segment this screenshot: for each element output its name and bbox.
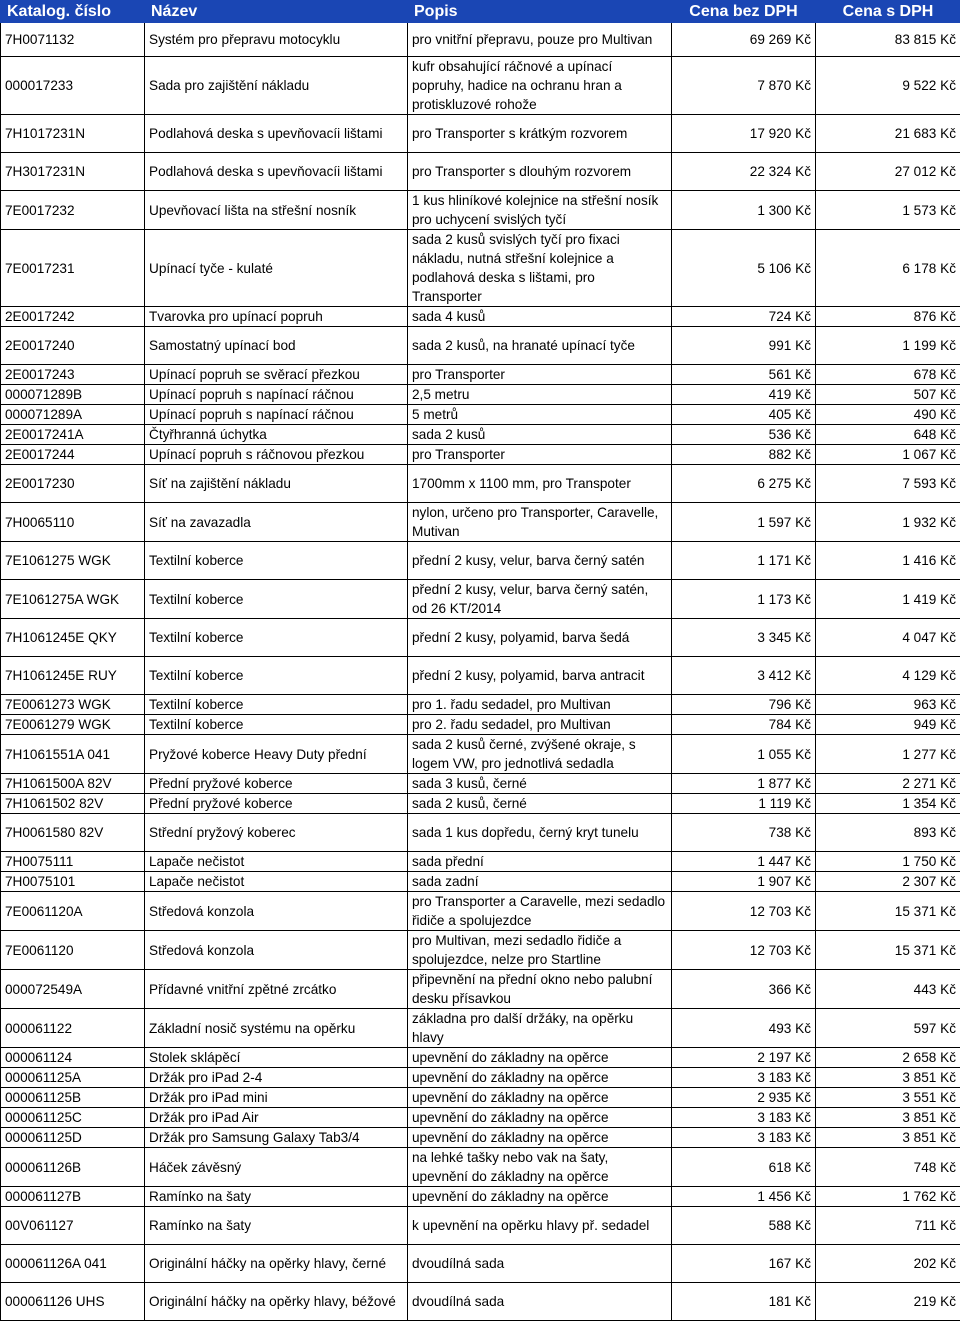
table-row — [1, 1068, 960, 1088]
table-row — [1, 1187, 960, 1207]
header-description: Popis — [408, 1, 672, 23]
cell-name: Upínací popruh se svěrací přezkou — [145, 365, 408, 385]
cell-catalog-number: 000071289B — [1, 385, 145, 405]
cell-catalog-number: 000071289A — [1, 405, 145, 425]
cell-catalog-number: 2E0017242 — [1, 307, 145, 327]
cell-name: Základní nosič systému na opěrku — [145, 1009, 408, 1048]
cell-name: Upínací popruh s napínací ráčnou — [145, 405, 408, 425]
cell-description: pro Transporter — [408, 365, 672, 385]
cell-description: upevnění do základny na opěrce — [408, 1088, 672, 1108]
cell-name: Držák pro iPad mini — [145, 1088, 408, 1108]
cell-price-excl-vat: 1 877 Kč — [672, 774, 816, 794]
table-row — [1, 580, 960, 619]
cell-catalog-number: 7H3017231N — [1, 153, 145, 191]
table-body — [1, 23, 960, 1321]
cell-catalog-number: 7H1061245E QKY — [1, 619, 145, 657]
cell-price-excl-vat: 561 Kč — [672, 365, 816, 385]
cell-description: 1700mm x 1100 mm, pro Transpoter — [408, 465, 672, 503]
cell-description: 5 metrů — [408, 405, 672, 425]
cell-catalog-number: 00V061127 — [1, 1207, 145, 1245]
cell-price-excl-vat: 167 Kč — [672, 1245, 816, 1283]
cell-price-incl-vat: 1 354 Kč — [816, 794, 960, 814]
table-row — [1, 695, 960, 715]
cell-price-incl-vat: 3 551 Kč — [816, 1088, 960, 1108]
cell-description: upevnění do základny na opěrce — [408, 1187, 672, 1207]
cell-price-excl-vat: 3 183 Kč — [672, 1128, 816, 1148]
cell-name: Přední pryžové koberce — [145, 794, 408, 814]
cell-price-incl-vat: 202 Kč — [816, 1245, 960, 1283]
cell-price-excl-vat: 882 Kč — [672, 445, 816, 465]
table-row — [1, 1245, 960, 1283]
cell-price-excl-vat: 5 106 Kč — [672, 230, 816, 307]
cell-price-excl-vat: 405 Kč — [672, 405, 816, 425]
cell-description: 2,5 metru — [408, 385, 672, 405]
table-row — [1, 931, 960, 970]
cell-description: pro Transporter — [408, 445, 672, 465]
cell-price-excl-vat: 991 Kč — [672, 327, 816, 365]
table-row — [1, 970, 960, 1009]
cell-price-excl-vat: 12 703 Kč — [672, 931, 816, 970]
cell-price-incl-vat: 83 815 Kč — [816, 23, 960, 57]
cell-catalog-number: 000061127B — [1, 1187, 145, 1207]
cell-price-incl-vat: 9 522 Kč — [816, 57, 960, 115]
cell-name: Háček závěsný — [145, 1148, 408, 1187]
cell-catalog-number: 7H1061245E RUY — [1, 657, 145, 695]
table-row — [1, 1108, 960, 1128]
cell-price-incl-vat: 7 593 Kč — [816, 465, 960, 503]
cell-description: upevnění do základny na opěrce — [408, 1108, 672, 1128]
cell-name: Samostatný upínací bod — [145, 327, 408, 365]
cell-price-excl-vat: 1 055 Kč — [672, 735, 816, 774]
cell-price-excl-vat: 724 Kč — [672, 307, 816, 327]
cell-price-incl-vat: 597 Kč — [816, 1009, 960, 1048]
cell-catalog-number: 2E0017244 — [1, 445, 145, 465]
cell-price-incl-vat: 748 Kč — [816, 1148, 960, 1187]
cell-catalog-number: 7H1017231N — [1, 115, 145, 153]
table-row — [1, 153, 960, 191]
table-row — [1, 1048, 960, 1068]
cell-price-excl-vat: 2 935 Kč — [672, 1088, 816, 1108]
cell-catalog-number: 7H1061500A 82V — [1, 774, 145, 794]
cell-name: Textilní koberce — [145, 542, 408, 580]
cell-catalog-number: 000061126B — [1, 1148, 145, 1187]
cell-catalog-number: 7H0075111 — [1, 852, 145, 872]
cell-name: Držák pro iPad Air — [145, 1108, 408, 1128]
cell-price-incl-vat: 219 Kč — [816, 1283, 960, 1321]
cell-catalog-number: 7H1061551A 041 — [1, 735, 145, 774]
cell-description: upevnění do základny na opěrce — [408, 1128, 672, 1148]
cell-catalog-number: 000061125B — [1, 1088, 145, 1108]
cell-description: pro Multivan, mezi sedadlo řidiče a spolujezdce, nelze pro Startline — [408, 931, 672, 970]
table-row — [1, 307, 960, 327]
cell-price-incl-vat: 4 047 Kč — [816, 619, 960, 657]
cell-description: pro 2. řadu sedadel, pro Multivan — [408, 715, 672, 735]
cell-price-incl-vat: 2 658 Kč — [816, 1048, 960, 1068]
table-row — [1, 1088, 960, 1108]
cell-description: sada přední — [408, 852, 672, 872]
table-row — [1, 542, 960, 580]
cell-price-incl-vat: 443 Kč — [816, 970, 960, 1009]
cell-description: dvoudílná sada — [408, 1283, 672, 1321]
cell-name: Síť na zajištění nákladu — [145, 465, 408, 503]
cell-name: Tvarovka pro upínací popruh — [145, 307, 408, 327]
cell-price-excl-vat: 493 Kč — [672, 1009, 816, 1048]
cell-price-excl-vat: 3 345 Kč — [672, 619, 816, 657]
cell-name: Textilní koberce — [145, 715, 408, 735]
cell-price-incl-vat: 678 Kč — [816, 365, 960, 385]
cell-description: pro vnitřní přepravu, pouze pro Multivan — [408, 23, 672, 57]
cell-description: na lehké tašky nebo vak na šaty, upevnění do základny na opěrce — [408, 1148, 672, 1187]
cell-description: kufr obsahující ráčnové a upínací popruhy, hadice na ochranu hran a protiskluzové rohože — [408, 57, 672, 115]
cell-price-excl-vat: 2 197 Kč — [672, 1048, 816, 1068]
cell-price-excl-vat: 6 275 Kč — [672, 465, 816, 503]
table-row — [1, 503, 960, 542]
cell-description: sada 4 kusů — [408, 307, 672, 327]
cell-description: sada 1 kus dopředu, černý kryt tunelu — [408, 814, 672, 852]
cell-price-incl-vat: 3 851 Kč — [816, 1108, 960, 1128]
header-price-incl-vat: Cena s DPH — [816, 1, 960, 23]
cell-price-excl-vat: 796 Kč — [672, 695, 816, 715]
cell-description: dvoudílná sada — [408, 1245, 672, 1283]
table-row — [1, 23, 960, 57]
cell-price-incl-vat: 1 199 Kč — [816, 327, 960, 365]
cell-name: Textilní koberce — [145, 657, 408, 695]
cell-name: Originální háčky na opěrky hlavy, černé — [145, 1245, 408, 1283]
cell-catalog-number: 2E0017243 — [1, 365, 145, 385]
cell-description: sada zadní — [408, 872, 672, 892]
table-row — [1, 619, 960, 657]
table-row — [1, 1009, 960, 1048]
cell-description: pro Transporter s dlouhým rozvorem — [408, 153, 672, 191]
cell-catalog-number: 7H0075101 — [1, 872, 145, 892]
cell-catalog-number: 000061125A — [1, 1068, 145, 1088]
cell-price-incl-vat: 1 067 Kč — [816, 445, 960, 465]
cell-description: sada 2 kusů, na hranaté upínací tyče — [408, 327, 672, 365]
cell-price-incl-vat: 1 750 Kč — [816, 852, 960, 872]
cell-catalog-number: 000061125D — [1, 1128, 145, 1148]
cell-name: Pryžové koberce Heavy Duty přední — [145, 735, 408, 774]
cell-price-excl-vat: 536 Kč — [672, 425, 816, 445]
cell-price-excl-vat: 738 Kč — [672, 814, 816, 852]
cell-price-excl-vat: 22 324 Kč — [672, 153, 816, 191]
cell-price-incl-vat: 1 573 Kč — [816, 191, 960, 230]
cell-catalog-number: 000061125C — [1, 1108, 145, 1128]
cell-catalog-number: 000017233 — [1, 57, 145, 115]
cell-description: k upevnění na opěrku hlavy př. sedadel — [408, 1207, 672, 1245]
cell-price-incl-vat: 963 Kč — [816, 695, 960, 715]
cell-name: Držák pro Samsung Galaxy Tab3/4 — [145, 1128, 408, 1148]
cell-price-incl-vat: 893 Kč — [816, 814, 960, 852]
cell-catalog-number: 2E0017230 — [1, 465, 145, 503]
cell-price-excl-vat: 618 Kč — [672, 1148, 816, 1187]
cell-price-incl-vat: 1 416 Kč — [816, 542, 960, 580]
cell-price-excl-vat: 1 447 Kč — [672, 852, 816, 872]
cell-catalog-number: 7E0017232 — [1, 191, 145, 230]
cell-name: Držák pro iPad 2-4 — [145, 1068, 408, 1088]
table-row — [1, 327, 960, 365]
cell-description: 1 kus hliníkové kolejnice na střešní nosík pro uchycení svislých tyčí — [408, 191, 672, 230]
table-row — [1, 1283, 960, 1321]
cell-price-excl-vat: 1 597 Kč — [672, 503, 816, 542]
cell-catalog-number: 2E0017240 — [1, 327, 145, 365]
table-row — [1, 1207, 960, 1245]
cell-name: Upínací popruh s ráčnovou přezkou — [145, 445, 408, 465]
cell-description: sada 2 kusů černé, zvýšené okraje, s logem VW, pro jednotlivá sedadla — [408, 735, 672, 774]
cell-description: upevnění do základny na opěrce — [408, 1068, 672, 1088]
cell-catalog-number: 000061126 UHS — [1, 1283, 145, 1321]
cell-catalog-number: 7H0065110 — [1, 503, 145, 542]
cell-price-incl-vat: 3 851 Kč — [816, 1128, 960, 1148]
table-row — [1, 1148, 960, 1187]
cell-description: základna pro další držáky, na opěrku hlavy — [408, 1009, 672, 1048]
cell-price-excl-vat: 1 173 Kč — [672, 580, 816, 619]
cell-price-incl-vat: 4 129 Kč — [816, 657, 960, 695]
cell-name: Textilní koberce — [145, 619, 408, 657]
table-row — [1, 872, 960, 892]
cell-price-excl-vat: 1 456 Kč — [672, 1187, 816, 1207]
cell-catalog-number: 7E1061275 WGK — [1, 542, 145, 580]
cell-description: sada 2 kusů svislých tyčí pro fixaci nákladu, nutná střešní kolejnice a podlahová deska s lištami, pro Transporter — [408, 230, 672, 307]
cell-price-incl-vat: 1 762 Kč — [816, 1187, 960, 1207]
cell-description: přední 2 kusy, polyamid, barva antracit — [408, 657, 672, 695]
cell-price-incl-vat: 21 683 Kč — [816, 115, 960, 153]
cell-name: Sada pro zajištění nákladu — [145, 57, 408, 115]
table-row — [1, 385, 960, 405]
table-row — [1, 852, 960, 872]
cell-price-incl-vat: 1 277 Kč — [816, 735, 960, 774]
cell-name: Upínací popruh s napínací ráčnou — [145, 385, 408, 405]
cell-name: Lapače nečistot — [145, 852, 408, 872]
cell-price-incl-vat: 2 307 Kč — [816, 872, 960, 892]
table-row — [1, 445, 960, 465]
cell-catalog-number: 7E0061120 — [1, 931, 145, 970]
cell-name: Podlahová deska s upevňovacíi lištami — [145, 153, 408, 191]
cell-price-incl-vat: 648 Kč — [816, 425, 960, 445]
cell-price-incl-vat: 27 012 Kč — [816, 153, 960, 191]
cell-price-excl-vat: 17 920 Kč — [672, 115, 816, 153]
cell-price-excl-vat: 588 Kč — [672, 1207, 816, 1245]
cell-price-incl-vat: 876 Kč — [816, 307, 960, 327]
cell-price-incl-vat: 6 178 Kč — [816, 230, 960, 307]
cell-price-excl-vat: 3 412 Kč — [672, 657, 816, 695]
table-row — [1, 425, 960, 445]
table-row — [1, 405, 960, 425]
header-price-excl-vat: Cena bez DPH — [672, 1, 816, 23]
cell-price-incl-vat: 15 371 Kč — [816, 931, 960, 970]
cell-price-excl-vat: 1 171 Kč — [672, 542, 816, 580]
cell-price-incl-vat: 711 Kč — [816, 1207, 960, 1245]
table-row — [1, 735, 960, 774]
cell-price-incl-vat: 490 Kč — [816, 405, 960, 425]
cell-catalog-number: 7H0061580 82V — [1, 814, 145, 852]
cell-description: přední 2 kusy, velur, barva černý satén, od 26 KT/2014 — [408, 580, 672, 619]
cell-price-excl-vat: 181 Kč — [672, 1283, 816, 1321]
cell-name: Systém pro přepravu motocyklu — [145, 23, 408, 57]
cell-price-excl-vat: 69 269 Kč — [672, 23, 816, 57]
cell-price-excl-vat: 366 Kč — [672, 970, 816, 1009]
cell-price-excl-vat: 1 119 Kč — [672, 794, 816, 814]
cell-catalog-number: 7E0061120A — [1, 892, 145, 931]
cell-catalog-number: 7E0061273 WGK — [1, 695, 145, 715]
cell-name: Textilní koberce — [145, 580, 408, 619]
cell-description: sada 2 kusů — [408, 425, 672, 445]
cell-price-incl-vat: 1 932 Kč — [816, 503, 960, 542]
cell-description: sada 3 kusů, černé — [408, 774, 672, 794]
cell-catalog-number: 000061122 — [1, 1009, 145, 1048]
table-row — [1, 794, 960, 814]
cell-catalog-number: 000072549A — [1, 970, 145, 1009]
cell-catalog-number: 000061124 — [1, 1048, 145, 1068]
cell-catalog-number: 7E0017231 — [1, 230, 145, 307]
table-header — [1, 1, 960, 23]
cell-price-incl-vat: 2 271 Kč — [816, 774, 960, 794]
cell-catalog-number: 7H1061502 82V — [1, 794, 145, 814]
cell-name: Středová konzola — [145, 892, 408, 931]
cell-description: nylon, určeno pro Transporter, Caravelle, Mutivan — [408, 503, 672, 542]
table-row — [1, 657, 960, 695]
cell-name: Lapače nečistot — [145, 872, 408, 892]
cell-name: Síť na zavazadla — [145, 503, 408, 542]
cell-name: Upínací tyče - kulaté — [145, 230, 408, 307]
cell-name: Čtyřhranná úchytka — [145, 425, 408, 445]
cell-description: připevnění na přední okno nebo palubní desku přísavkou — [408, 970, 672, 1009]
table-row — [1, 892, 960, 931]
cell-price-incl-vat: 949 Kč — [816, 715, 960, 735]
header-name: Název — [145, 1, 408, 23]
table-row — [1, 365, 960, 385]
cell-price-excl-vat: 7 870 Kč — [672, 57, 816, 115]
cell-catalog-number: 7H0071132 — [1, 23, 145, 57]
cell-description: pro 1. řadu sedadel, pro Multivan — [408, 695, 672, 715]
cell-catalog-number: 7E1061275A WGK — [1, 580, 145, 619]
cell-price-incl-vat: 3 851 Kč — [816, 1068, 960, 1088]
cell-description: pro Transporter a Caravelle, mezi sedadlo řidiče a spolujezdce — [408, 892, 672, 931]
table-row — [1, 191, 960, 230]
table-row — [1, 1128, 960, 1148]
cell-name: Ramínko na šaty — [145, 1207, 408, 1245]
table-row — [1, 230, 960, 307]
cell-name: Originální háčky na opěrky hlavy, béžové — [145, 1283, 408, 1321]
cell-name: Přední pryžové koberce — [145, 774, 408, 794]
cell-name: Upevňovací lišta na střešní nosník — [145, 191, 408, 230]
cell-price-excl-vat: 3 183 Kč — [672, 1108, 816, 1128]
table-row — [1, 465, 960, 503]
cell-price-excl-vat: 12 703 Kč — [672, 892, 816, 931]
cell-price-excl-vat: 1 907 Kč — [672, 872, 816, 892]
cell-name: Středová konzola — [145, 931, 408, 970]
cell-name: Přídavné vnitřní zpětné zrcátko — [145, 970, 408, 1009]
cell-price-incl-vat: 15 371 Kč — [816, 892, 960, 931]
cell-name: Podlahová deska s upevňovacíi lištami — [145, 115, 408, 153]
cell-name: Ramínko na šaty — [145, 1187, 408, 1207]
cell-price-incl-vat: 1 419 Kč — [816, 580, 960, 619]
cell-price-excl-vat: 3 183 Kč — [672, 1068, 816, 1088]
table-row — [1, 715, 960, 735]
table-row — [1, 57, 960, 115]
cell-description: upevnění do základny na opěrce — [408, 1048, 672, 1068]
header-catalog-number: Katalog. číslo — [1, 1, 145, 23]
cell-catalog-number: 000061126A 041 — [1, 1245, 145, 1283]
cell-catalog-number: 2E0017241A — [1, 425, 145, 445]
cell-price-excl-vat: 784 Kč — [672, 715, 816, 735]
cell-description: sada 2 kusů, černé — [408, 794, 672, 814]
cell-name: Stolek sklápěcí — [145, 1048, 408, 1068]
cell-description: pro Transporter s krátkým rozvorem — [408, 115, 672, 153]
table-row — [1, 115, 960, 153]
cell-price-excl-vat: 419 Kč — [672, 385, 816, 405]
cell-description: přední 2 kusy, polyamid, barva šedá — [408, 619, 672, 657]
cell-price-excl-vat: 1 300 Kč — [672, 191, 816, 230]
cell-name: Textilní koberce — [145, 695, 408, 715]
cell-description: přední 2 kusy, velur, barva černý satén — [408, 542, 672, 580]
header-row — [1, 1, 960, 23]
cell-name: Střední pryžový koberec — [145, 814, 408, 852]
table-row — [1, 814, 960, 852]
table-row — [1, 774, 960, 794]
cell-price-incl-vat: 507 Kč — [816, 385, 960, 405]
cell-catalog-number: 7E0061279 WGK — [1, 715, 145, 735]
